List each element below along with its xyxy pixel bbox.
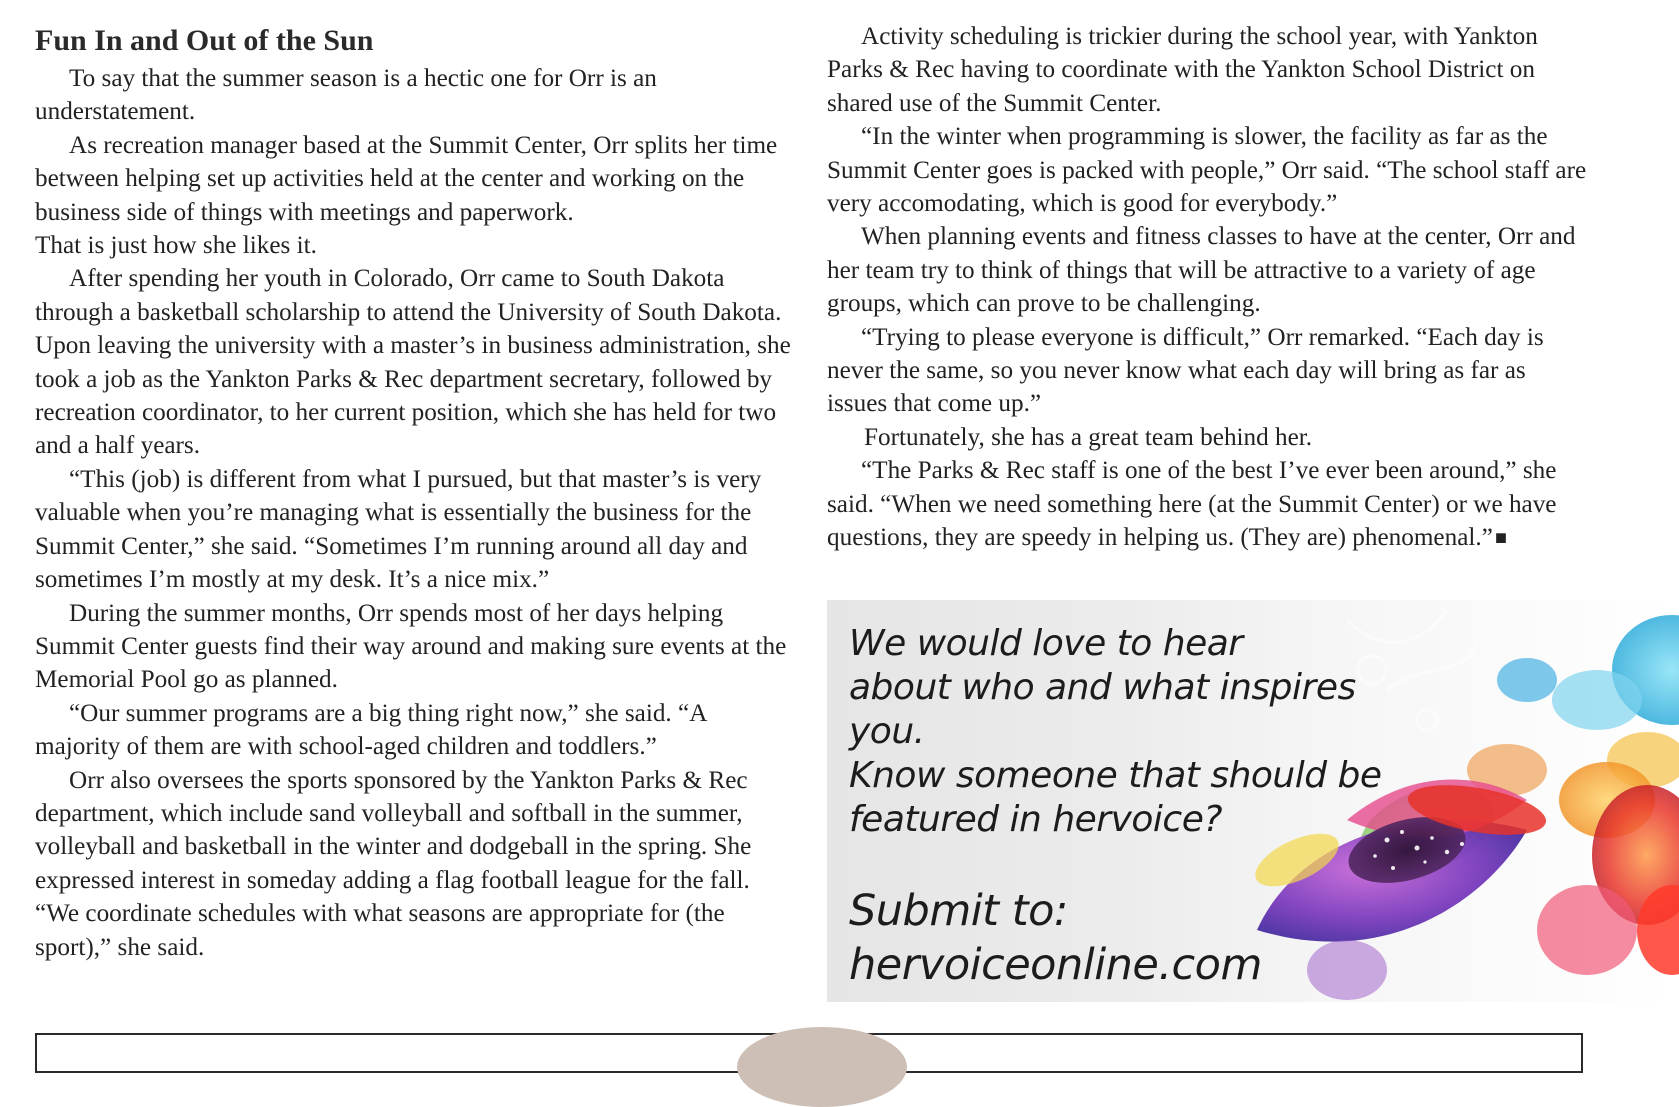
right-column: [827, 20, 1587, 556]
article-paragraph: “Our summer programs are a big thing right now,” she said. “A majority of them are with school-aged children and toddlers.”: [35, 699, 706, 761]
ad-submit-label: Submit to:: [849, 886, 1068, 936]
article-paragraph: After spending her youth in Colorado, Orr came to South Dakota through a basketball scholarship to attend the University of South Dakota. Upon leaving the university with a master’s in business administration, she took a job as the Yankton Parks & Rec department secretary, followed by recreation coordinator, to her current position, which she has held for two and a half years.: [35, 265, 791, 460]
article-paragraph: Fortunately, she has a great team behind her.: [864, 423, 1313, 451]
hervoice-advertisement: [827, 600, 1679, 1002]
partial-photo: [737, 1027, 907, 1107]
article-paragraph: As recreation manager based at the Summit Center, Orr splits her time between helping set up activities held at the center and working on the business side of things with meetings and paperwork.: [35, 131, 778, 226]
ad-line: Know someone that should be: [849, 755, 1382, 796]
article-paragraph: Activity scheduling is trickier during the school year, with Yankton Parks & Rec having to coordinate with the Yankton School District on shared use of the Summit Center.: [827, 23, 1538, 117]
left-column: [35, 20, 797, 964]
final-paragraph-text: “The Parks & Rec staff is one of the best I’ve ever been around,” she said. “When we need something here (at the Summit Center) or we have questions, they are speedy in helping us. (They are) phenomenal.”: [827, 457, 1557, 552]
article-paragraph: “In the winter when programming is slower, the facility as far as the Summit Center goes is packed with people,” Orr said. “The school staff are very accomodating, which is good for everybody.”: [827, 123, 1587, 218]
ad-website-link[interactable]: hervoiceonline.com: [849, 940, 1262, 990]
ad-line: We would love to hear: [849, 623, 1243, 664]
article-paragraph: During the summer months, Orr spends most of her days helping Summit Center guests find their way around and making sure events at the Memorial Pool go as planned.: [35, 599, 787, 694]
article-paragraph: Orr also oversees the sports sponsored by the Yankton Parks & Rec department, which include sand volleyball and softball in the summer, volleyball and basketball in the winter and dodgeball in the spring. She expressed interest in someday adding a flag football league for the fall. “We coordinate schedules with what seasons are appropriate for (the sport),” she said.: [35, 766, 752, 961]
bottom-frame-box: [35, 1033, 1583, 1073]
article-paragraph: When planning events and fitness classes to have at the center, Orr and her team try to think of things that will be attractive to a variety of age groups, which can prove to be challenging.: [827, 223, 1576, 318]
article-paragraph: [827, 454, 1587, 555]
ad-message: [849, 622, 1409, 992]
article-paragraph: That is just how she likes it.: [35, 232, 317, 260]
article-paragraph: “Trying to please everyone is difficult,” Orr remarked. “Each day is never the same, so you never know what each day will bring as far as issues that come up.”: [827, 323, 1544, 418]
end-mark: ■: [1494, 527, 1507, 550]
article-heading: Fun In and Out of the Sun: [35, 24, 374, 57]
ad-line: about who and what inspires you.: [849, 667, 1356, 752]
article-paragraph: “This (job) is different from what I pursued, but that master’s is very valuable when you’re managing what is essentially the business for the Summit Center,” she said. “Sometimes I’m running around all day and sometimes I’m mostly at my desk. It’s a nice mix.”: [35, 465, 762, 594]
ad-line: featured in hervoice?: [849, 799, 1222, 840]
article-paragraph: To say that the summer season is a hectic one for Orr is an understatement.: [35, 65, 657, 126]
